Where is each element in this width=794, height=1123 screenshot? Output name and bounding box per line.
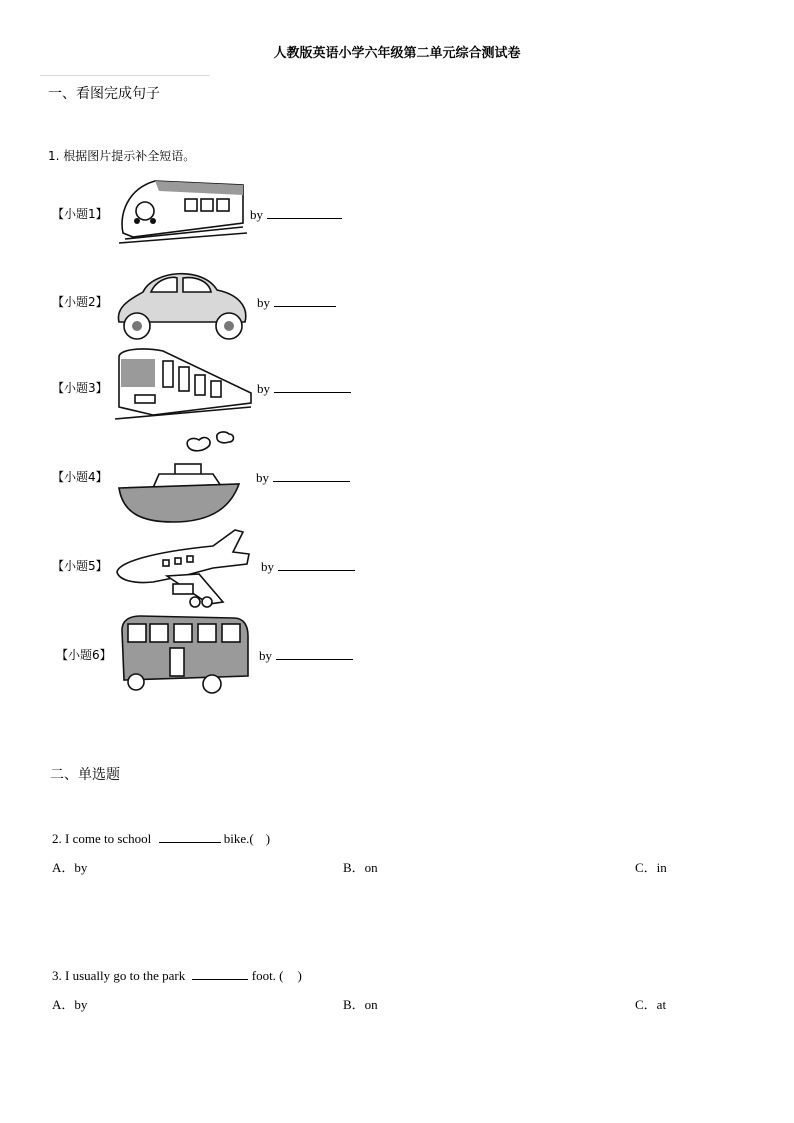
item-3-label: 【小题3】 [52, 381, 108, 395]
car-icon [113, 262, 251, 342]
question-3-stem-b: foot. ( [251, 968, 284, 983]
section1-heading: 一、看图完成句子 [48, 86, 160, 102]
question-3-option-b[interactable]: B．on [343, 997, 378, 1012]
question-3-option-c[interactable]: C．at [635, 997, 667, 1012]
question-2-option-a[interactable]: A．by [52, 860, 88, 875]
item-5-blank[interactable] [278, 557, 355, 571]
item-4-by: by [256, 470, 269, 485]
item-6-by: by [259, 648, 272, 663]
item-1-blank[interactable] [267, 205, 342, 219]
item-1-by: by [250, 207, 263, 222]
header-divider [40, 75, 210, 76]
item-5-label: 【小题5】 [52, 559, 108, 573]
question-2-option-c[interactable]: C．in [635, 860, 667, 875]
item-4-label: 【小题4】 [52, 470, 108, 484]
question-3 [52, 966, 302, 984]
plane-icon [113, 524, 255, 610]
question-2-stem-c: ) [265, 831, 271, 846]
subway-icon [113, 345, 255, 423]
item-1-label: 【小题1】 [52, 207, 108, 221]
question-2-stem-b: bike.( [223, 831, 254, 846]
question-2-stem-a: 2. I come to school [52, 831, 152, 846]
item-2-blank[interactable] [274, 293, 336, 307]
bullet-train-icon [115, 175, 250, 247]
item-3-by: by [257, 381, 270, 396]
item-5-by: by [261, 559, 274, 574]
question-1-text: 1. 根据图片提示补全短语。 [48, 149, 196, 163]
item-6-blank[interactable] [276, 646, 353, 660]
question-3-stem-c: ) [297, 968, 302, 983]
item-2-label: 【小题2】 [52, 295, 108, 309]
question-3-blank[interactable] [192, 966, 248, 980]
question-3-stem-a: 3. I usually go to the park [52, 968, 186, 983]
section2-heading: 二、单选题 [50, 767, 120, 783]
question-3-option-a[interactable]: A．by [52, 997, 88, 1012]
ship-icon [113, 430, 243, 526]
item-3-blank[interactable] [274, 379, 351, 393]
question-2 [52, 829, 270, 847]
bus-icon [116, 612, 254, 698]
item-4-blank[interactable] [273, 468, 350, 482]
page-title: 人教版英语小学六年级第二单元综合测试卷 [273, 46, 521, 61]
item-2-by: by [257, 295, 270, 310]
question-2-blank[interactable] [159, 829, 221, 843]
item-6-label: 【小题6】 [56, 648, 112, 662]
question-2-option-b[interactable]: B．on [343, 860, 378, 875]
